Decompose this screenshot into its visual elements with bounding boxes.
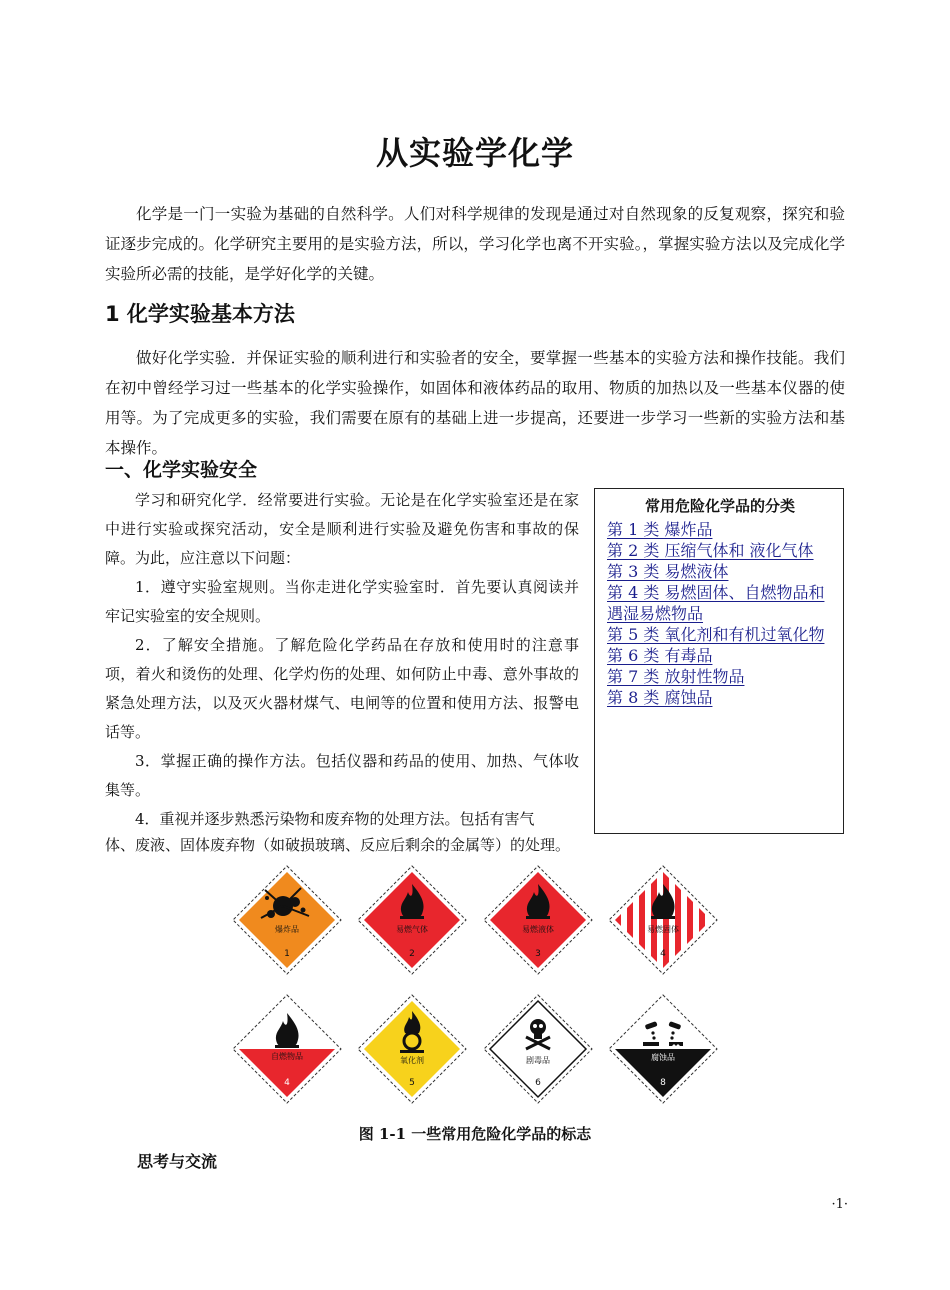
hazard-classes-box [594,488,844,834]
safety-rule-1: 1．遵守实验室规则。当你走进化学实验室时．首先要认真阅读并牢记实验室的安全规则。 [105,578,579,625]
hazard-class-link-4[interactable]: 第 4 类 易燃固体、自燃物品和遇湿易燃物品 [607,583,825,623]
sign-label: 爆炸品 [275,925,299,934]
sign-label: 氧化剂 [400,1056,424,1065]
hazard-class-link-5[interactable]: 第 5 类 氧化剂和有机过氧化物 [607,625,825,644]
hazard-class-link-1[interactable]: 第 1 类 爆炸品 [607,520,713,539]
page-title: 从实验学化学 [375,134,574,172]
hazard-sign-corrosive [609,995,717,1103]
hazard-class-link-7[interactable]: 第 7 类 放射性物品 [607,667,745,686]
section-paragraph: 做好化学实验．并保证实验的顺利进行和实验者的安全，要掌握一些基本的实验方法和操作技能。我们在初中曾经学习过一些基本的化学实验操作，如固体和液体药品的取用、物质的加热以及一些基本仪器的使用等。为了完成更多的实验，我们需要在原有的基础上进一步提高，还要进一步学习一些新的实验方法和基本操作。 [105,349,845,457]
safety-text-column [105,486,579,834]
sign-number: 2 [409,949,415,959]
sign-number: 5 [409,1078,415,1088]
page-number: ·1· [831,1197,848,1212]
subsection-heading: 一、化学实验安全 [105,459,258,481]
safety-intro: 学习和研究化学．经常要进行实验。无论是在化学实验室还是在家中进行实验或探究活动，安全是顺利进行实验及避免伤害和事故的保障。为此，应注意以下问题： [105,491,579,567]
intro-paragraph: 化学是一门一实验为基础的自然科学。人们对科学规律的发现是通过对自然现象的反复观察，探究和验证逐步完成的。化学研究主要用的是实验方法，所以，学习化学也离不开实验。，掌握实验方法以及完成化学实验所必需的技能，是学好化学的关键。 [105,205,845,283]
hazard-sign-explosive [233,866,341,974]
sign-number: 1 [284,949,290,959]
hazard-sign-toxic [484,995,592,1103]
figure-caption: 图 1-1 一些常用危险化学品的标志 [358,1125,592,1143]
sign-number: 4 [284,1078,290,1088]
hazard-box-title: 常用危险化学品的分类 [644,497,795,515]
safety-rule-2: 2．了解安全措施。了解危险化学药品在存放和使用时的注意事项，着火和烫伤的处理、化学灼伤的处理、如何防止中毒、意外事故的紧急处理方法，以及灭火器材煤气、电闸等的位置和使用方法、报警电话等。 [105,636,579,741]
hazard-sign-spontaneous-combustion [233,995,341,1103]
hazard-signs-figure [225,862,725,1112]
hazard-sign-oxidizer [358,995,466,1103]
sign-label: 自燃物品 [271,1052,303,1061]
hazard-sign-flammable-gas [358,866,466,974]
hazard-class-link-3[interactable]: 第 3 类 易燃液体 [607,562,729,581]
hazard-class-link-6[interactable]: 第 6 类 有毒品 [607,646,713,665]
safety-rule-3: 3．掌握正确的操作方法。包括仪器和药品的使用、加热、气体收集等。 [105,752,579,799]
hazard-sign-flammable-solid [609,866,717,974]
think-and-discuss-heading: 思考与交流 [137,1152,218,1171]
sign-label: 剧毒品 [526,1056,550,1065]
sign-label: 易燃气体 [396,925,428,934]
safety-rule-4-continued: 体、废液、固体废弃物（如破损玻璃、反应后剩余的金属等）的处理。 [105,836,571,854]
hazard-class-link-8[interactable]: 第 8 类 腐蚀品 [607,688,713,707]
sign-label: 易燃固体 [647,925,679,934]
section-heading: 1 化学实验基本方法 [105,302,295,326]
sign-number: 8 [660,1078,666,1088]
sign-label: 腐蚀品 [651,1053,675,1062]
sign-number: 3 [535,949,541,959]
sign-number: 6 [535,1078,541,1088]
hazard-sign-flammable-liquid [484,866,592,974]
sign-label: 易燃液体 [522,925,554,934]
hazard-class-link-2[interactable]: 第 2 类 压缩气体和 液化气体 [607,541,814,560]
sign-number: 4 [660,949,666,959]
safety-rule-4: 4．重视并逐步熟悉污染物和废弃物的处理方法。包括有害气 [135,810,535,828]
